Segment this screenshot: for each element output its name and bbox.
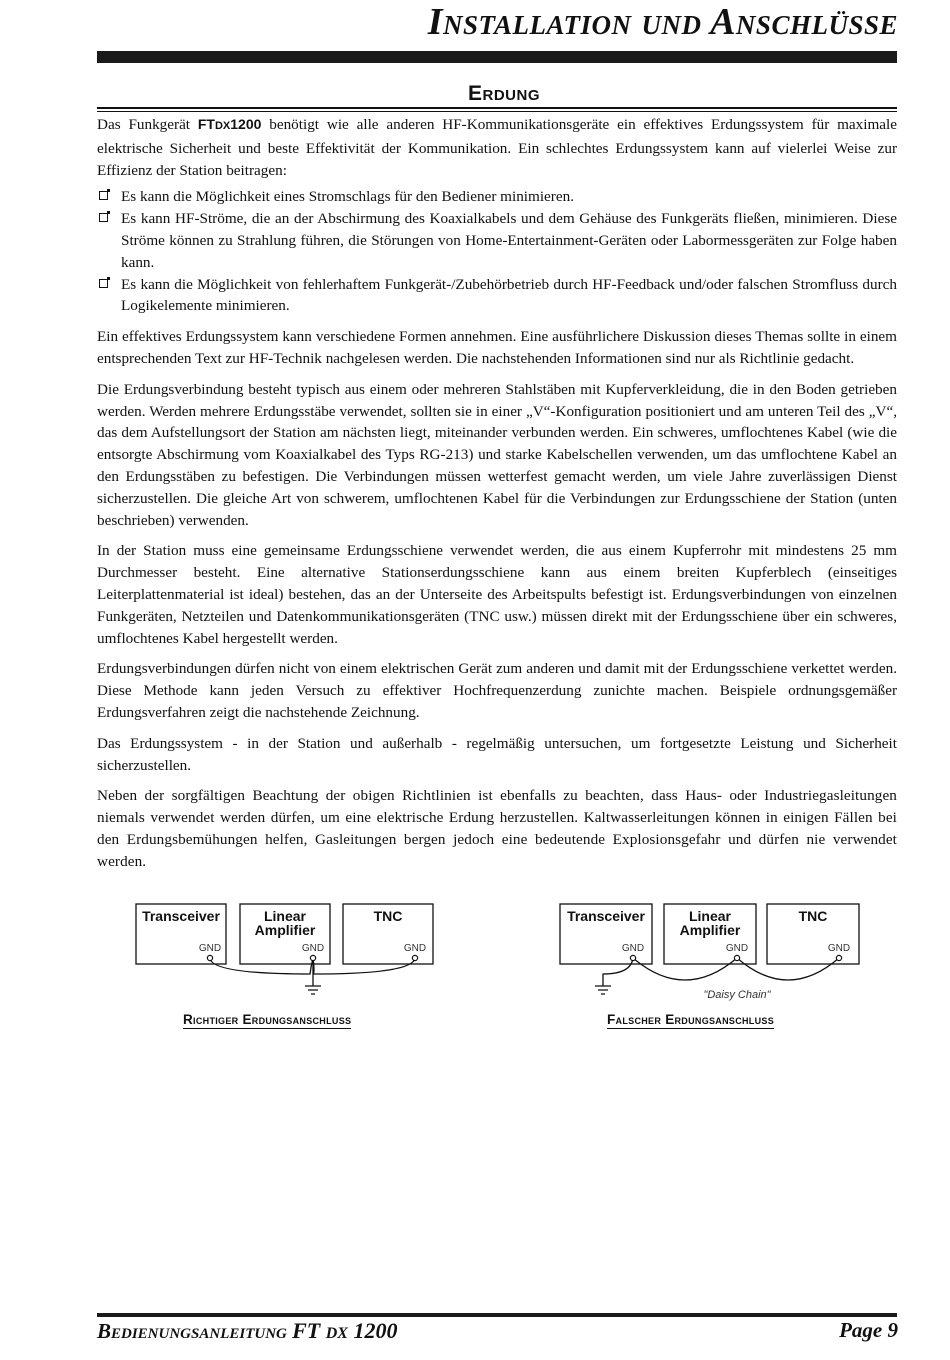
paragraph: Neben der sorgfältigen Beachtung der obigen Richtlinien ist ebenfalls zu beachten, dass Haus- oder Industriegasleitungen niemals verwendet werden dürfen, um eine elektrische Erdung herzustellen. Kaltwasserleitungen können in einigen Fällen bei den Erdungsbemühungen helfen, Gasleitungen bergen jedoch eine bedeutende Explosionsgefahr und dürfen nie verwendet werden. [97, 787, 897, 870]
intro-text-start: Das Funkgerät [97, 116, 198, 133]
paragraph: Erdungsverbindungen dürfen nicht von einem elektrischen Gerät zum anderen und damit mit der Erdungsschiene verkettet werden. Diese Methode kann jeden Versuch zu effektiver Hochfrequenzerdung zunichte machen. Beispiele ordnungsgemäßer Erdungsverfahren zeigt die nachstehende Zeichnung. [97, 660, 897, 721]
daisy-chain-label: "Daisy Chain" [703, 989, 771, 1001]
list-item-text: Es kann die Möglichkeit von fehlerhaftem Funkgerät-/Zubehörbetrieb durch HF-Feedback und/oder falschen Stromfluss durch Logikelemente minimieren. [121, 275, 897, 315]
box-label-tnc: TNC [373, 908, 403, 924]
model-number: 1200 [230, 116, 262, 132]
gnd-terminal [412, 955, 417, 960]
footer-model-prefix: FT [292, 1318, 321, 1343]
box-label-transceiver: Transceiver [142, 908, 220, 924]
diagram-correct-svg [133, 902, 443, 1002]
page-title: Installation und Anschlüsse [427, 1, 898, 43]
caption-wrong-grounding: Falscher Erdungsanschluss [607, 1012, 775, 1027]
footer-manual-title [97, 1318, 397, 1344]
model-dx: DX [214, 120, 231, 132]
chain-wire [737, 958, 839, 980]
paragraph: Das Erdungssystem - in der Station und außerhalb - regelmäßig untersuchen, um fortgesetzte Leistung und Sicherheit sicherzustellen. [97, 734, 897, 774]
paragraph: Die Erdungsverbindung besteht typisch aus einem oder mehreren Stahlstäben mit Kupferverkleidung, die in den Boden getrieben werden. Werden mehrere Erdungsstäbe verwendet, sollten sie in einer „V“-Konfiguration positioniert und am unteren Teil des „V“, das dem Aufstellungsort der Station am nächsten liegt, miteinander verbunden werden. Ein schweres, umflochtenes Kabel (wie die entsorgte Abschirmung vom Koaxialkabel des Typs RG-213) und starke Kabelschellen verwenden, um das umflochtene Kabel an den Erdungsstäben zu befestigen. Die Verbindungen müssen wetterfest gemacht werden, um viele Jahre zuverlässigen Dienst sicherzustellen. Die gleiche Art von schwerem, umflochtenen Kabel für die Verbindungen zur Erdungsschiene der Station (unten beschrieben) verwenden. [97, 380, 897, 529]
model-prefix: FT [197, 116, 215, 132]
checkbox-bullet-icon [99, 213, 108, 222]
box-label-tnc: TNC [798, 908, 828, 924]
gnd-terminal [734, 955, 739, 960]
ground-symbol-icon [305, 986, 321, 994]
box-label-linear: Linear [688, 908, 732, 924]
gnd-label: GND [725, 943, 749, 954]
intro-text-end: benötigt wie alle anderen HF-Kommunikationsgeräte ein effektives Erdungssystem für maximale elektrische Sicherheit und beste Effektivität der Kommunikation. Ein schlechtes Erdungssystem kann auf vielerlei Weise zur Effizienz der Station beitragen: [97, 116, 898, 179]
paragraph: In der Station muss eine gemeinsame Erdungsschiene verwendet werden, die aus einem Kupferrohr mit mindestens 25 mm Durchmesser besteht. Eine alternative Stationserdungsschiene kann aus einem breiten Kupferblech (einseitiges Leiterplattenmaterial ist ideal) bestehen, das an der Unterseite des Arbeitspults befestigt ist. Erdungsverbindungen von einzelnen Funkgeräten, Netzteilen und Datenkommunikationsgeräten (TNC usw.) müssen direkt mit der Erdungsschiene über ein schweres, umflochtenes Kabel hergestellt werden. [97, 542, 897, 647]
checkbox-bullet-icon [99, 279, 108, 288]
ground-wire [603, 958, 633, 986]
footer-rule [97, 1313, 897, 1317]
paragraph: Ein effektives Erdungssystem kann verschiedene Formen annehmen. Eine ausführlichere Diskussion dieses Themas sollte in einem entsprechenden Text zur HF-Technik nachgelesen werden. Die nachstehenden Informationen sind nur als Richtlinie gedacht. [97, 328, 897, 367]
gnd-terminal [630, 955, 635, 960]
gnd-label: GND [827, 943, 851, 954]
intro-paragraph [97, 114, 897, 181]
benefit-list [97, 186, 897, 317]
box-label-transceiver: Transceiver [567, 908, 645, 924]
footer-model-number: 1200 [353, 1318, 398, 1343]
list-item-text: Es kann HF-Ströme, die an der Abschirmung des Koaxialkabels und dem Gehäuse des Funkgeräts fließen, minimieren. Diese Ströme können zu Strahlung führen, die Störungen von Home-Entertainment-Geräten oder Labormessgeräten zur Folge haben kann. [121, 210, 897, 271]
box-label-amplifier: Amplifier [679, 922, 741, 938]
gnd-terminal [310, 955, 315, 960]
gnd-label: GND [198, 943, 222, 954]
box-label-linear: Linear [263, 908, 307, 924]
footer-manual-label: Bedienungsanleitung [97, 1319, 287, 1343]
body-text [97, 114, 897, 882]
gnd-label: GND [301, 943, 325, 954]
page-number: Page 9 [839, 1318, 898, 1342]
box-label-amplifier: Amplifier [254, 922, 316, 938]
list-item-text: Es kann die Möglichkeit eines Stromschlags für den Bediener minimieren. [121, 188, 574, 206]
gnd-terminal [836, 955, 841, 960]
list-item [97, 208, 897, 273]
ground-wire [313, 958, 415, 974]
model-name [198, 116, 262, 132]
chain-wire [633, 958, 737, 980]
caption-correct-grounding: Richtiger Erdungsanschluss [183, 1012, 352, 1027]
checkbox-bullet-icon [99, 191, 108, 200]
list-item [97, 186, 897, 208]
ground-symbol-icon [595, 986, 611, 994]
footer-model-dx: DX [325, 1325, 348, 1342]
list-item [97, 274, 897, 318]
title-bar [97, 51, 897, 63]
footer-model [292, 1318, 397, 1343]
gnd-label: GND [621, 943, 645, 954]
gnd-terminal [207, 955, 212, 960]
section-heading: Erdung [467, 82, 540, 105]
gnd-label: GND [403, 943, 427, 954]
diagram-wrong-svg [557, 902, 867, 1002]
section-divider [97, 107, 897, 112]
